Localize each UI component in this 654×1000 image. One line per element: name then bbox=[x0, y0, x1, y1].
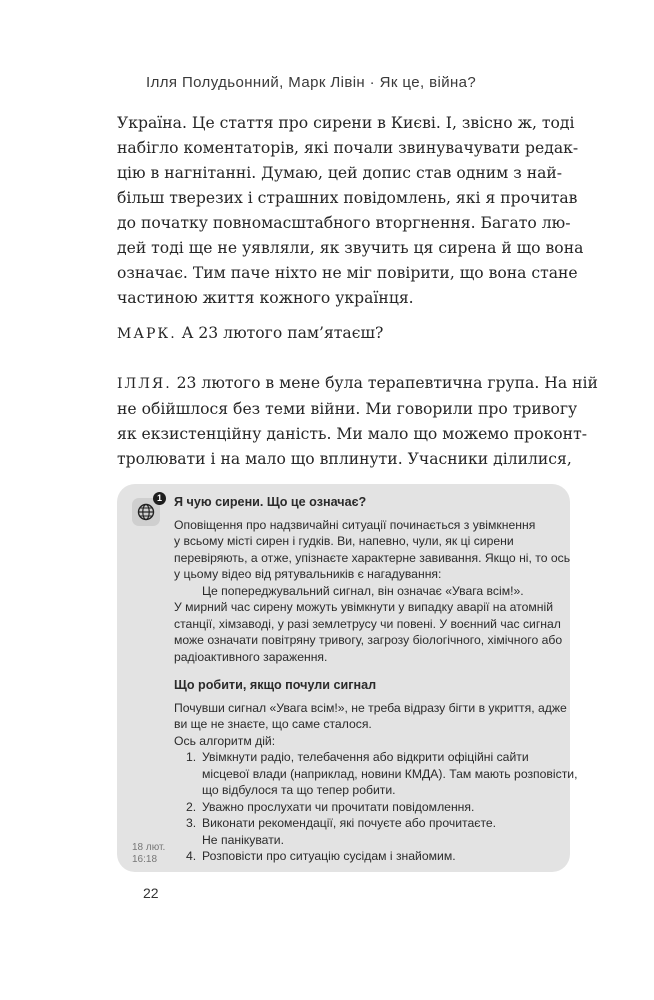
text-line: дей тоді ще не уявляли, як звучить ця сирена й що вона bbox=[117, 239, 584, 257]
message-card bbox=[117, 484, 578, 872]
list-number: 4. bbox=[186, 849, 197, 863]
card-line: перевіряють, а отже, упізнаєте характерне завивання. Якщо ні, то ось bbox=[174, 550, 571, 565]
list-number: 1. bbox=[186, 750, 197, 764]
dialogue-text: А 23 лютого пам’ятаєш? bbox=[176, 324, 384, 342]
card-line: станції, хімзаводі, у разі землетрусу чи повені. У воєнний час сигнал bbox=[174, 616, 561, 631]
page-number: 22 bbox=[143, 885, 159, 901]
paragraph-3 bbox=[117, 371, 598, 472]
list-item bbox=[174, 799, 564, 816]
card-line: ви ще не знаєте, що саме сталося. bbox=[174, 717, 372, 731]
list-text: Розповісти про ситуацію сусідам і знайомим. bbox=[202, 849, 456, 863]
dialogue-text: 23 лютого в мене була терапевтична група. На ній bbox=[171, 374, 598, 392]
list-number: 3. bbox=[186, 816, 197, 830]
paragraph-2 bbox=[117, 321, 575, 347]
card-title: Я чую сирени. Що це означає? bbox=[174, 495, 367, 509]
list-item bbox=[174, 815, 564, 848]
list-text: Не панікувати. bbox=[202, 832, 284, 847]
text-line: цію в нагнітанні. Думаю, цей допис став одним з най- bbox=[117, 164, 563, 182]
dialogue-line bbox=[117, 321, 575, 347]
card-line: У мирний час сирену можуть увімкнути у випадку аварії на атомній bbox=[174, 600, 554, 614]
list-item bbox=[174, 749, 578, 799]
list-item bbox=[174, 848, 564, 865]
section-title: Що робити, якщо почули сигнал bbox=[174, 678, 377, 692]
timestamp-time: 16:18 bbox=[132, 854, 158, 865]
text-line: більш тверезих і страшних повідомлень, які я прочитав bbox=[117, 189, 578, 207]
text-line: тролювати і на мало що вплинути. Учасники ділилися, bbox=[117, 450, 572, 468]
list-number: 2. bbox=[186, 799, 197, 814]
speaker-name: МАРК. bbox=[117, 326, 177, 342]
text-line: Україна. Це стаття про сирени в Києві. І, звісно ж, тоді bbox=[117, 114, 575, 132]
text-line: до початку повномасштабного вторгнення. Багато лю- bbox=[117, 214, 571, 232]
card-line: радіоактивного зараження. bbox=[174, 649, 328, 664]
card-line: Оповіщення про надзвичайні ситуації починається з увімкнення bbox=[174, 517, 536, 532]
text-line: як екзистенційну даність. Ми мало що можемо проконт- bbox=[117, 425, 587, 443]
paragraph-1 bbox=[117, 111, 584, 311]
running-header: Ілля Полудьонний, Марк Лівін · Як це, війна? bbox=[146, 74, 477, 91]
timestamp-date: 18 лют. bbox=[132, 842, 166, 853]
dialogue-line bbox=[117, 371, 598, 397]
card-content bbox=[174, 494, 578, 865]
card-line-indented: Це попереджувальний сигнал, він означає «Увага всім!». bbox=[202, 583, 524, 598]
list-text: що відбулося та що тепер робити. bbox=[202, 783, 396, 797]
message-timestamp bbox=[132, 842, 165, 866]
card-line: у всьому місті сирен і гудків. Ви, напевно, чули, як ці сирени bbox=[174, 534, 514, 548]
list-text: Уважно прослухати чи прочитати повідомлення. bbox=[202, 799, 475, 814]
card-line: Почувши сигнал «Увага всім!», не треба відразу бігти в укриття, адже bbox=[174, 700, 567, 715]
list-text: Виконати рекомендації, які почуєте або прочитаєте. bbox=[202, 816, 497, 830]
text-line: набігло коментаторів, які почали звинувачувати редак- bbox=[117, 139, 579, 157]
text-line: частиною життя кожного українця. bbox=[117, 289, 414, 307]
text-line: не обійшлося без теми війни. Ми говорили про тривогу bbox=[117, 400, 578, 418]
card-line: у цьому відео від рятувальників є нагадування: bbox=[174, 567, 442, 581]
text-line: означає. Тим паче ніхто не міг повірити, що вона стане bbox=[117, 264, 578, 282]
speaker-name: ІЛЛЯ. bbox=[117, 376, 172, 392]
list-text: Увімкнути радіо, телебачення або відкрити офіційні сайти bbox=[202, 750, 529, 764]
list-text: місцевої влади (наприклад, новини КМДА). Там мають розповісти, bbox=[202, 766, 578, 781]
card-line: може означати повітряну тривогу, загрозу біологічного, хімічного або bbox=[174, 633, 563, 647]
notification-badge: 1 bbox=[153, 492, 166, 505]
card-line: Ось алгоритм дій: bbox=[174, 733, 276, 748]
